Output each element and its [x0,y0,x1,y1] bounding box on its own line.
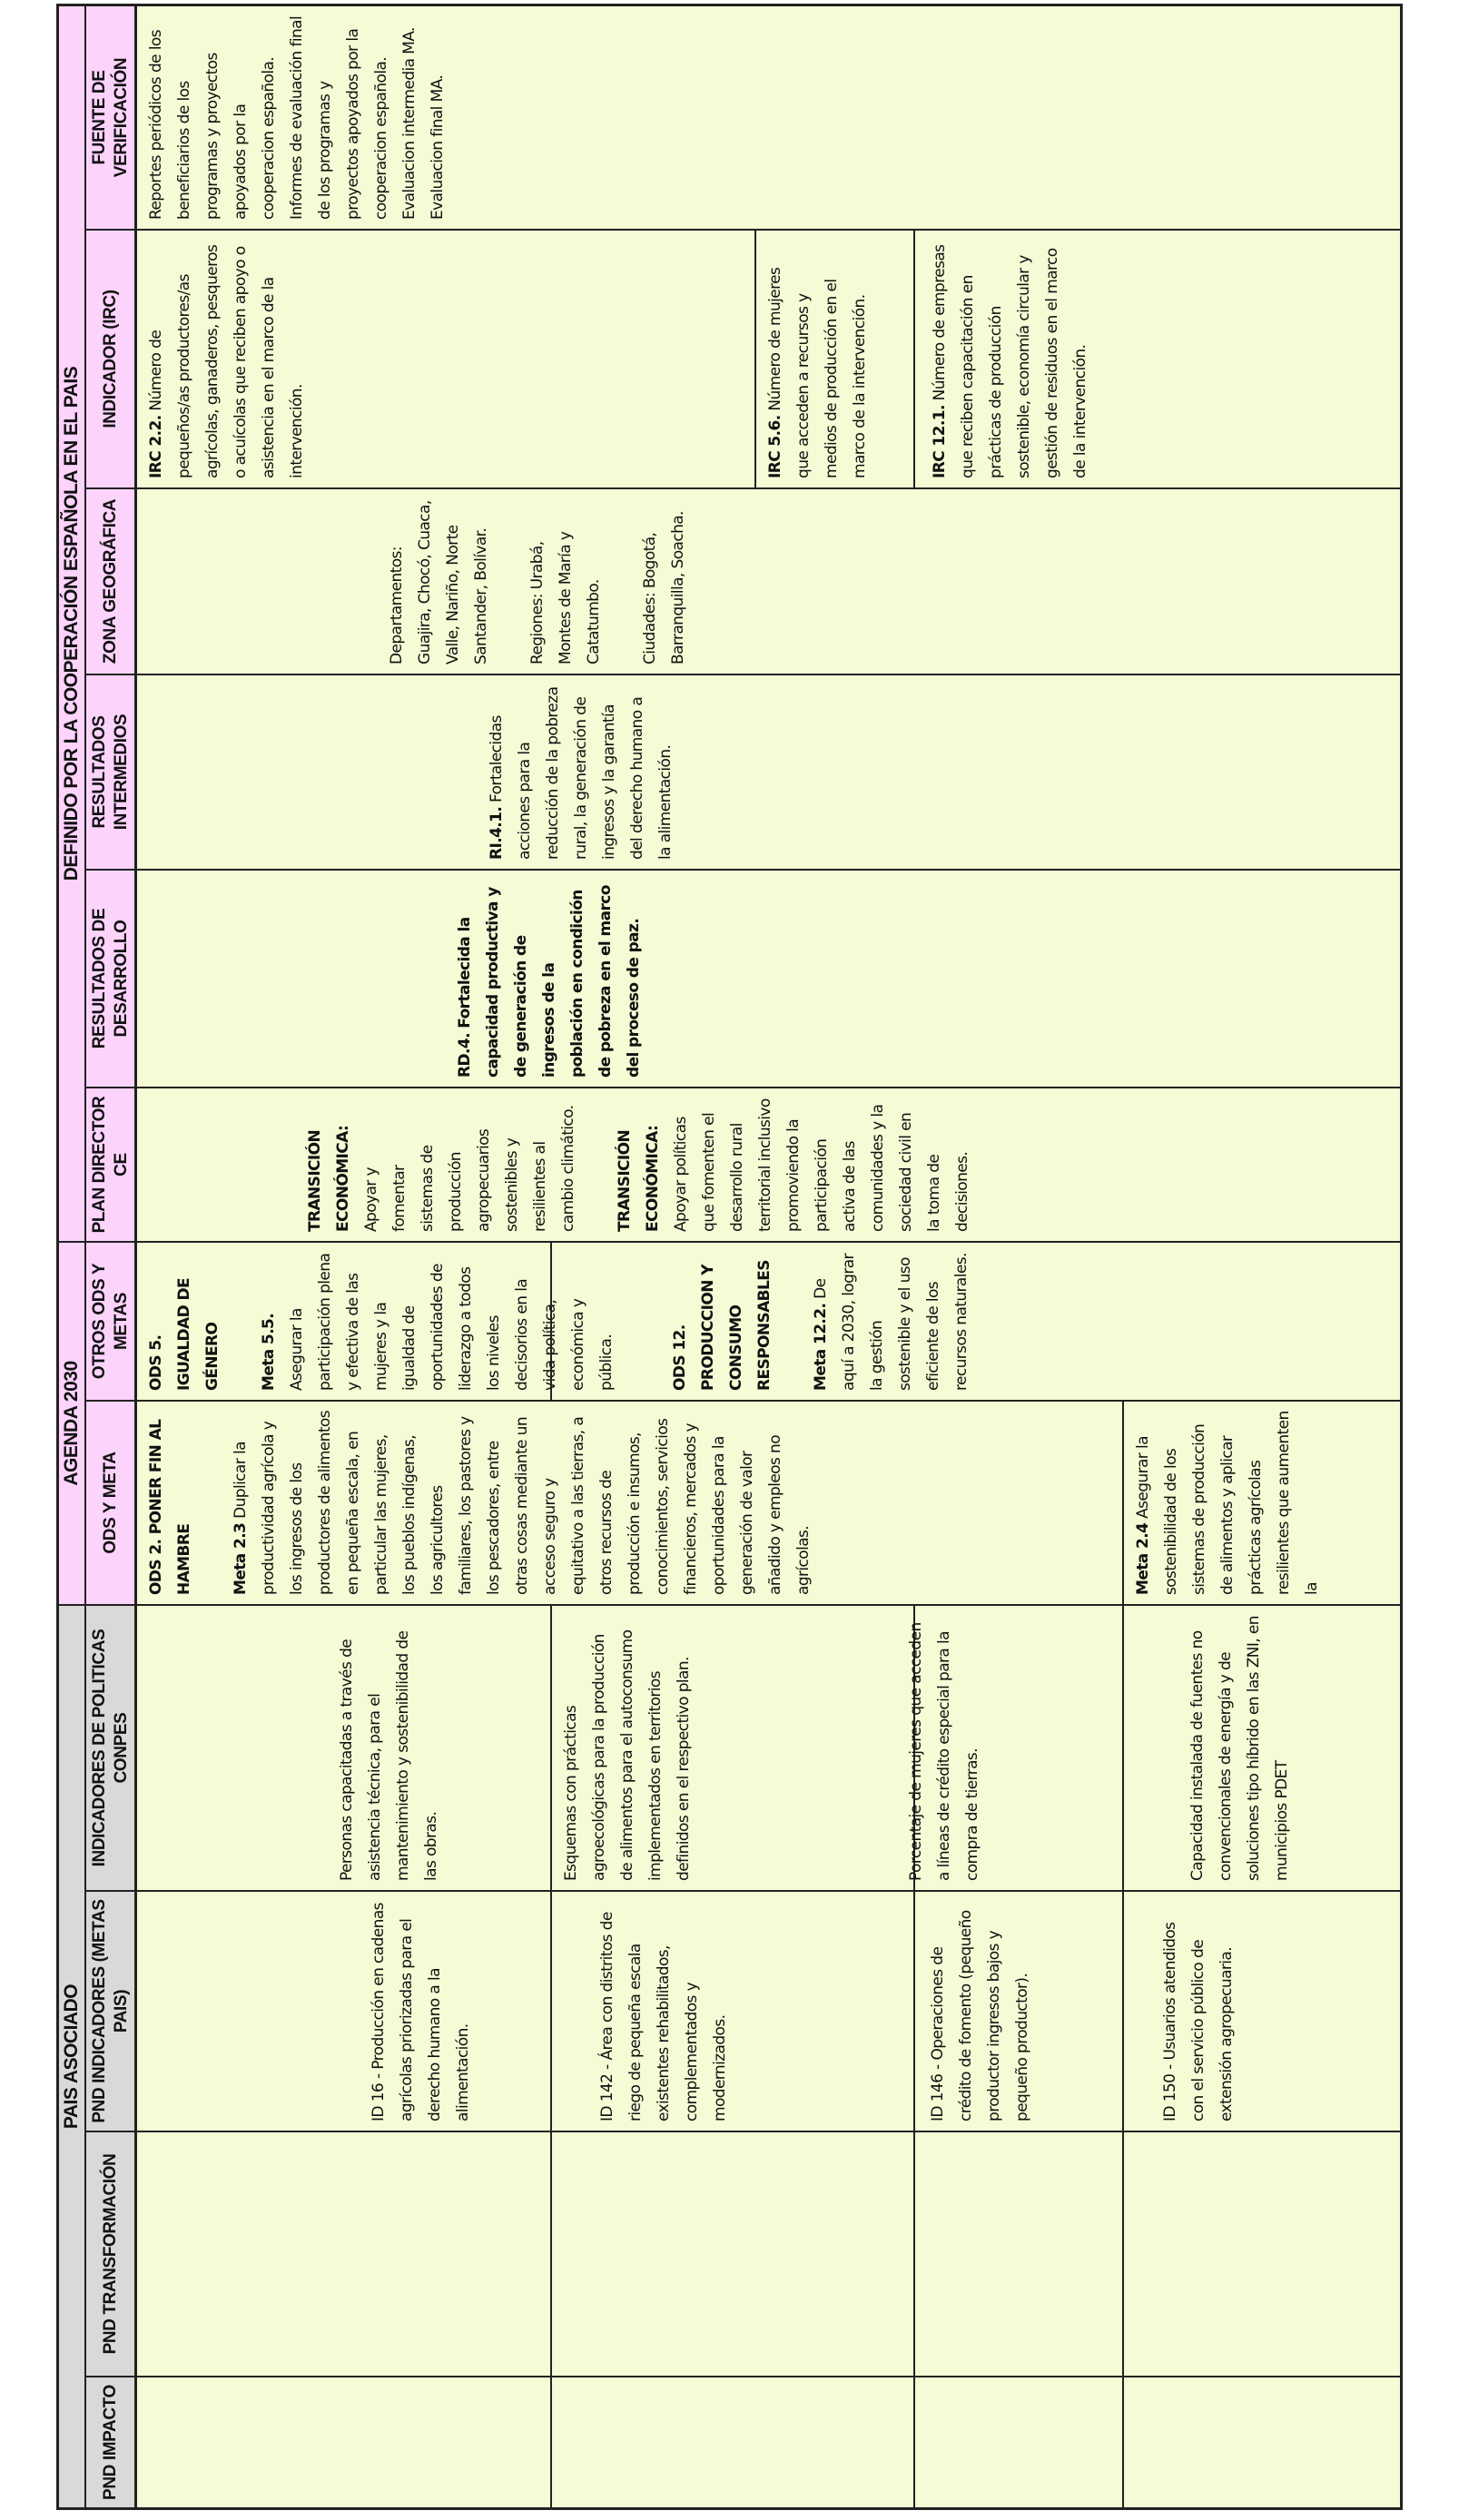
header-plan-director: PLAN DIRECTOR CE [86,1087,137,1241]
col-plan-director [137,1087,1400,1241]
conpes-cell [137,1606,550,1890]
header-zona-geografica: ZONA GEOGRÁFICA [86,487,137,674]
fuente-cell [137,6,1400,229]
conpes-indicator-1: Personas capacitadas a través de asistencia técnica, para el mantenimiento y sostenibilidad de las obras. [338,1630,440,1881]
header-ods-meta: ODS Y META [86,1400,137,1604]
ods5-cell [137,1243,616,1400]
plan-item2-text: Apoyar políticas que fomenten el desarrollo rural territorial inclusivo promoviendo la participación activa de las comunidades y la sociedad civil en la toma de decisiones. [672,1098,971,1232]
col-resultados-intermedios [137,674,1400,869]
pnd-indicator-cell [1122,1892,1400,2131]
ods12-cell [550,1243,1400,1400]
pnd-indicator-id16: ID 16 - Producción en cadenas agrícolas priorizadas para el derecho humano a la alimentación. [370,1903,472,2121]
conpes-indicator-2: Esquemas con prácticas agroecológicas para la producción de alimentos para el autoconsumo implementados en territorios definidos en el respectivo plan. [562,1629,693,1881]
meta-5-5-label: Meta 5.5. [260,1313,278,1391]
col-indicador-irc [137,229,1400,487]
group-agenda-2030: AGENDA 2030 [59,1241,86,1604]
col-otros-ods [137,1241,1400,1400]
pnd-indicator-cell [137,1892,550,2131]
plan-item1-title: TRANSICIÓN ECONÓMICA: [306,1125,352,1232]
header-otros-ods: OTROS ODS Y METAS [86,1241,137,1400]
plan-director-cell [137,1088,1400,1241]
conpes-cell [550,1606,913,1890]
header-pnd-indicadores: PND INDICADORES (METAS PAIS) [86,1890,137,2131]
irc-cell [754,231,913,487]
meta-2-3: Meta 2.3 Duplicar la productividad agrícola y los ingresos de los productores de alimentos en pequeña escala, en particular las mujeres, los pueblos indígenas, los agricultores familiares, los pastores y los pescadores, entre otras cosas mediante un acceso seguro y equitativo a las tierras, a otros recursos de producción e insumos, conocimientos, servicios financieros, mercados y oportunidades para la generación de valor añadido y empleos no agrícolas. [232,1411,813,1595]
resultado-intermedio-cell [137,675,1400,869]
conpes-indicator-4: Capacidad instalada de fuentes no convencionales de energía y de soluciones tipo híbrido en las ZNI, en municipios PDET [1188,1616,1291,1881]
pnd-indicator-id146: ID 146 - Operaciones de crédito de fomento (pequeño productor ingresos bajos y pequeño productor). [929,1910,1031,2121]
ods5-title: ODS 5. IGUALDAD DE GÉNERO [147,1278,222,1391]
row-divider [913,2377,915,2507]
row-divider [1122,2377,1124,2507]
meta-2-4: Meta 2.4 Asegurar la sostenibilidad de los sistemas de producción de alimentos y aplicar prácticas agrícolas resilientes que aumenten la [1134,1411,1321,1595]
zona-regiones: Regiones: Urabá, Montes de María y Catatumbo. [528,531,603,664]
ods2-cell [137,1402,1122,1604]
ods2-title: ODS 2. PONER FIN AL HAMBRE [147,1419,193,1595]
fuente-text: Reportes periódicos de los beneficiarios de los programas y proyectos apoyados por la cooperacion española. Informes de evaluación final de los programas y proyectos apoyados por la cooperacion española. Evaluacion intermedia MA. Evaluacion final MA. [147,15,447,220]
resultado-desarrollo-cell [137,871,1400,1087]
conpes-indicator-3: Porcentaje de mujeres que acceden a líneas de crédito especial para la compra de tierras. [907,1622,981,1881]
col-fuente-verificacion [137,6,1400,229]
conpes-cell [907,1606,1122,1890]
col-pnd-indicadores [137,1890,1400,2131]
header-conpes: INDICADORES DE POLITICAS CONPES [86,1604,137,1890]
ods12-title: ODS 12. PRODUCCION Y CONSUMO RESPONSABLES [671,1260,774,1391]
irc-cell [137,231,754,487]
zona-cell [137,489,1400,674]
meta-5-5-text: Asegurar la participación plena y efectiva de las mujeres y la igualdad de oportunidades de liderazgo a todos los niveles decisorios en la vida política, económica y pública. [288,1253,616,1391]
col-resultados-desarrollo [137,869,1400,1087]
pnd-indicator-cell [913,1892,1122,2131]
row-divider [550,2377,552,2507]
plan-item2-title: TRANSICIÓN ECONÓMICA: [616,1125,662,1232]
col-ods-meta [137,1400,1400,1604]
irc-2-2: IRC 2.2. Número de pequeños/as productores/as agrícolas, ganaderos, pesqueros o acuícolas que reciben apoyo o asistencia en el marco de la intervención. [147,244,306,478]
ri41-text: RI.4.1. Fortalecidas acciones para la reducción de la pobreza rural, la generación de ingresos y la garantía del derecho humano a la alimentación. [488,686,675,860]
meta24-cell [1122,1402,1400,1604]
group-pais-asociado: PAIS ASOCIADO [59,1604,86,2507]
col-conpes [137,1604,1400,1890]
irc-5-6: IRC 5.6. Número de mujeres que acceden a recursos y medios de producción en el marco de la intervención. [766,267,869,478]
conpes-cell [1122,1606,1400,1890]
row-divider [913,2132,915,2376]
zona-ciudades: Ciudades: Bogotá, Barranquilla, Soacha. [641,511,687,664]
header-indicador-irc: INDICADOR (IRC) [86,229,137,487]
header-pnd-transformacion: PND TRANSFORMACIÓN [86,2131,137,2376]
row-divider [550,2132,552,2376]
header-resultados-desarrollo: RESULTADOS DE DESARROLLO [86,869,137,1087]
group-cooperacion-espanola: DEFINIDO POR LA COOPERACIÓN ESPAÑOLA EN EL PAIS [59,6,86,1241]
col-zona-geografica [137,487,1400,674]
pnd-indicator-id142: ID 142 - Área con distritos de riego de pequeña escala existentes rehabilitados, complementados y modernizados. [598,1912,729,2121]
row-divider [1122,2132,1124,2376]
plan-item1-text: Apoyar y fomentar sistemas de producción agropecuarios sostenibles y resilientes al cambio climático. [362,1105,577,1232]
zona-departamentos: Departamentos: Guajira, Chocó, Cuaca, Valle, Nariño, Norte Santander, Bolívar. [388,500,490,664]
irc-cell [913,231,1400,487]
rd4-text: RD.4. Fortalecida la capacidad productiva y de generación de ingresos de la población en condición de pobreza en el marco del proceso de paz. [456,885,643,1078]
pnd-indicator-cell [550,1892,913,2131]
header-pnd-impacto: PND IMPACTO [86,2376,137,2507]
irc-12-1: IRC 12.1. Número de empresas que reciben capacitación en prácticas de producción sostenible, economía circular y gestión de residuos en el marco de la intervención. [931,244,1089,478]
col-pnd-impacto [137,2376,1400,2507]
col-pnd-transformacion [137,2131,1400,2376]
header-fuente-verificacion: FUENTE DE VERIFICACIÓN [86,6,137,229]
results-framework-table [56,4,1403,2510]
meta-12-2: Meta 12.2. De aquí a 2030, lograr la gestión sostenible y el uso eficiente de los recursos naturales. [812,1253,971,1391]
header-resultados-intermedios: RESULTADOS INTERMEDIOS [86,674,137,869]
pnd-indicator-id150: ID 150 - Usuarios atendidos con el servicio público de extensión agropecuaria. [1161,1922,1236,2121]
